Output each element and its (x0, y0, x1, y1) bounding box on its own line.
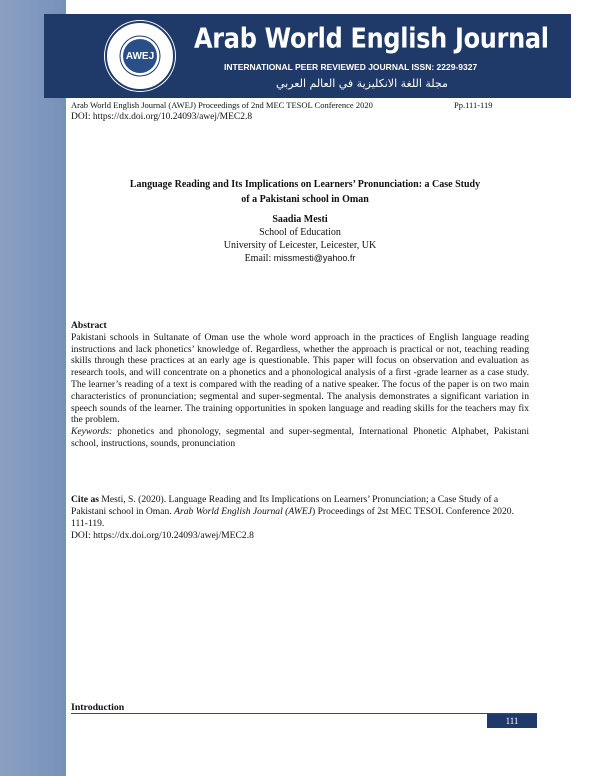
citation-part-a: Mesti, S. (2020). Language Reading and Its Implications on Learners’ Pronunciation; a Case Study of a Pakistani school in Oman. (71, 494, 499, 517)
author-affiliation-university: University of Leicester, Leicester, UK (223, 240, 377, 251)
left-sidebar-decoration (0, 0, 66, 776)
keywords-label: Keywords: (71, 426, 113, 438)
author-block (150, 213, 450, 265)
journal-logo (104, 20, 176, 92)
logo-center-text: AWEJ (123, 39, 157, 73)
page-number: 111 (487, 714, 537, 728)
proceedings-line: Arab World English Journal (AWEJ) Proceedings of 2nd MEC TESOL Conference 2020 (71, 100, 373, 110)
introduction-heading: Introduction (71, 702, 125, 713)
email-label: Email: (244, 253, 274, 264)
author-email-line (150, 252, 450, 265)
citation-journal: Arab World English Journal (AWEJ (174, 506, 312, 517)
abstract-section (71, 320, 529, 450)
journal-subtitle: INTERNATIONAL PEER REVIEWED JOURNAL ISSN: 2229-9327 (224, 62, 478, 72)
citation-section (71, 494, 529, 542)
journal-banner (44, 14, 571, 98)
abstract-body: Pakistani schools in Sultanate of Oman use the whole word approach in the practices of English language reading instructions and lack phonetics’ knowledge of. Regardless, whether the approach is practical or not, teaching reading skills through these practices at an early age is questionable. This paper will focus on observation and evaluation as research tools, and will concentrate on a phonetics and a phonological analysis of a first -grade learner as a case study. The learner’s reading of a text is compared with the reading of a native speaker. The focus of the paper is on two main characteristics of pronunciation; segmental and super-segmental. The analysis demonstrates a significant variation in speech sounds of the learner. The training opportunities in spoken language and reading skills for the teachers may fix the problem. (71, 331, 529, 426)
citation-doi[interactable]: DOI: https://dx.doi.org/10.24093/awej/MEC2.8 (71, 530, 254, 541)
keywords-line (71, 426, 529, 450)
paper-title (90, 177, 520, 207)
citation-text (71, 494, 529, 530)
footer-divider (71, 713, 537, 714)
keywords-text: phonetics and phonology, segmental and super-segmental, International Phonetic Alphabet, Pakistani school, instructions, sounds, pronunciation (71, 426, 529, 449)
author-name: Saadia Mesti (272, 214, 328, 225)
abstract-heading: Abstract (71, 320, 107, 331)
author-affiliation-school: School of Education (259, 227, 341, 238)
citation-label: Cite as (71, 494, 99, 505)
paper-title-line-1: Language Reading and Its Implications on Learners’ Pronunciation: a Case Study (129, 179, 481, 190)
citation-part-b: ) Proceedings of 2st MEC TESOL Conference 2020. 111-119. (71, 506, 514, 529)
page-range: Pp.111-119 (454, 100, 493, 110)
journal-arabic-title: مجلة اللغة الانكليزية في العالم العربي (276, 77, 448, 90)
header-doi: DOI: https://dx.doi.org/10.24093/awej/MEC2.8 (71, 112, 253, 122)
paper-title-line-2: of a Pakistani school in Oman (241, 194, 369, 205)
journal-title: Arab World English Journal (194, 22, 549, 55)
author-email[interactable]: missmesti@yahoo.fr (273, 253, 356, 263)
